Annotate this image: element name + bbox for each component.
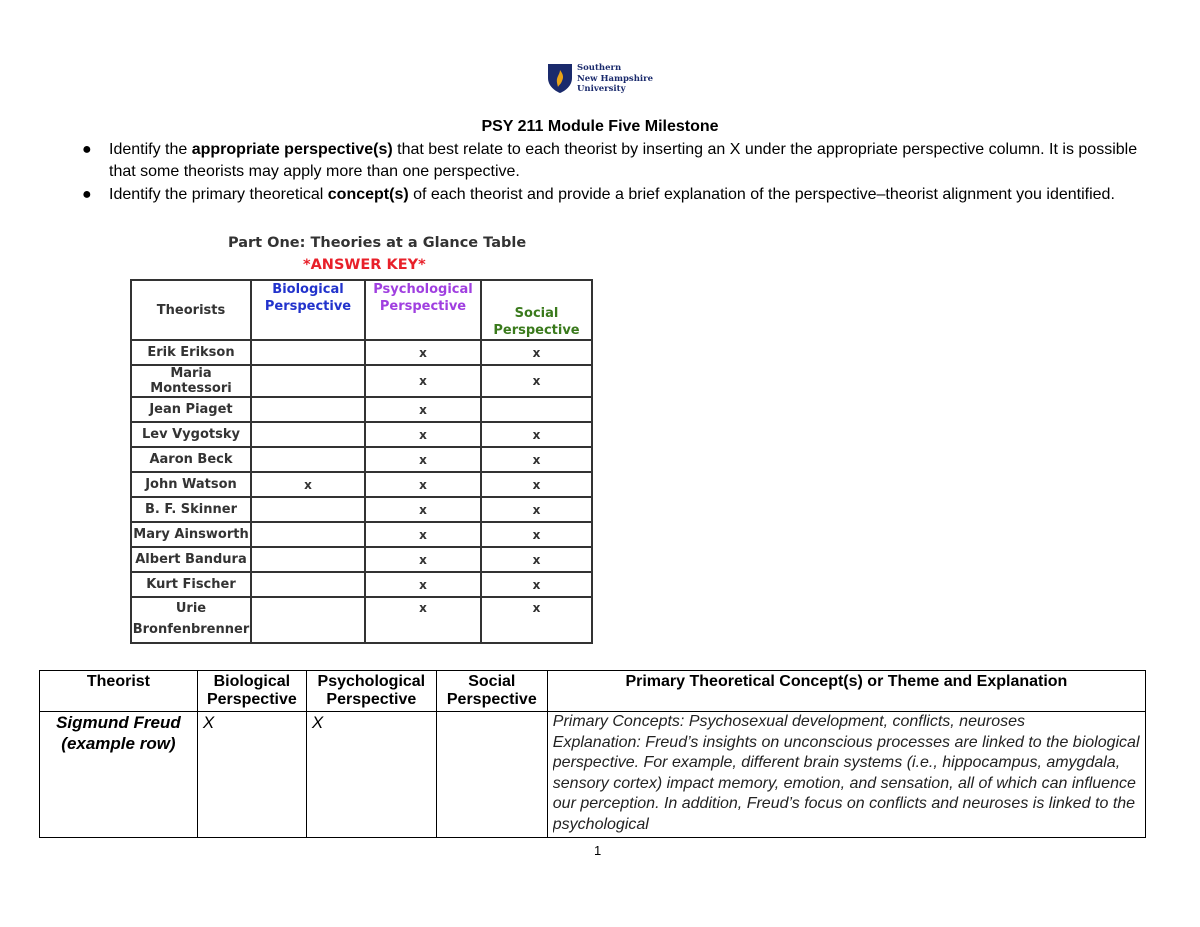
instruction-text: of each theorist and provide a brief explanation of the perspective–theorist alignment you identified.: [408, 186, 1115, 203]
header-psychological: Psychological Perspective: [365, 280, 481, 340]
header-social: Social Perspective: [481, 280, 592, 340]
social-mark: x: [481, 572, 592, 597]
psychological-mark: x: [365, 422, 481, 447]
answer-key-subtitle: *ANSWER KEY*: [303, 257, 426, 273]
answer-key-row: [131, 597, 592, 643]
psychological-mark: x: [365, 397, 481, 422]
social-mark: x: [481, 340, 592, 365]
psychological-mark: x: [365, 365, 481, 397]
psychological-mark: x: [365, 497, 481, 522]
theorist-name-cell: Aaron Beck: [131, 447, 251, 472]
social-cell[interactable]: [436, 712, 547, 838]
header-concept-explanation: Primary Theoretical Concept(s) or Theme and Explanation: [547, 671, 1145, 712]
social-mark: x: [481, 497, 592, 522]
answer-key-row: [131, 572, 592, 597]
biological-mark: [251, 397, 365, 422]
biological-mark: [251, 447, 365, 472]
answer-key-row: [131, 522, 592, 547]
logo-line-1: Southern: [577, 63, 622, 73]
biological-mark: x: [251, 472, 365, 497]
biological-mark: [251, 340, 365, 365]
answer-key-row: [131, 547, 592, 572]
answer-key-row: [131, 472, 592, 497]
biological-mark: [251, 422, 365, 447]
theorist-table-header-row: [40, 671, 1146, 712]
logo-line-3: University: [577, 84, 626, 94]
instruction-item: [78, 139, 1158, 183]
theorist-name: Sigmund Freud: [56, 713, 181, 732]
theorist-name-cell: Erik Erikson: [131, 340, 251, 365]
answer-key-row: [131, 497, 592, 522]
theorist-name-cell: Lev Vygotsky: [131, 422, 251, 447]
shield-icon: [546, 62, 574, 94]
instruction-bold: concept(s): [327, 186, 409, 203]
theorist-name-cell: Urie Bronfenbrenner: [131, 597, 251, 643]
page-number: 1: [594, 843, 602, 858]
table-row: [40, 712, 1146, 838]
answer-key-row: [131, 397, 592, 422]
biological-cell[interactable]: X: [197, 712, 306, 838]
psychological-cell[interactable]: X: [306, 712, 436, 838]
social-mark: [481, 397, 592, 422]
header-theorist: Theorist: [40, 671, 198, 712]
theorist-name-cell: Albert Bandura: [131, 547, 251, 572]
answer-key-row: [131, 447, 592, 472]
biological-mark: [251, 365, 365, 397]
header-psychological-perspective: Psychological Perspective: [306, 671, 436, 712]
answer-key-row: [131, 365, 592, 397]
answer-key-row: [131, 422, 592, 447]
document-title: PSY 211 Module Five Milestone: [481, 118, 719, 135]
biological-mark: [251, 497, 365, 522]
header-theorists: Theorists: [131, 280, 251, 340]
theorist-note: (example row): [61, 734, 176, 753]
instruction-text: Identify the: [109, 141, 192, 158]
theorist-name-cell: B. F. Skinner: [131, 497, 251, 522]
answer-key-header-row: [131, 280, 592, 340]
theorist-name-cell: Jean Piaget: [131, 397, 251, 422]
explanation-cell[interactable]: [547, 712, 1145, 838]
theorist-name-cell: Maria Montessori: [131, 365, 251, 397]
social-mark: x: [481, 472, 592, 497]
bullet-icon: ●: [82, 141, 92, 158]
psychological-mark: x: [365, 340, 481, 365]
theorist-table: [39, 670, 1146, 838]
instruction-text: Identify the primary theoretical: [109, 186, 328, 203]
explanation-text: Explanation: Freud’s insights on unconscious processes are linked to the biological perspective. For example, different brain systems (i.e., hippocampus, amygdala, sensory cortex) impact memory, emotion, and sensation, all of which can influence our perception. In addition, Freud’s focus on conflicts and neuroses is linked to the psychological: [552, 733, 1140, 833]
social-mark: x: [481, 365, 592, 397]
instruction-list: [78, 139, 1158, 207]
social-mark: x: [481, 422, 592, 447]
theorist-name-cell: John Watson: [131, 472, 251, 497]
header-biological-perspective: Biological Perspective: [197, 671, 306, 712]
social-mark: x: [481, 447, 592, 472]
logo-wordmark: [577, 63, 653, 95]
biological-mark: [251, 597, 365, 643]
instruction-item: [78, 184, 1158, 206]
answer-key-row: [131, 340, 592, 365]
logo-line-2: New Hampshire: [577, 73, 654, 84]
header-social-perspective: Social Perspective: [436, 671, 547, 712]
psychological-mark: x: [365, 472, 481, 497]
university-logo: [546, 62, 661, 98]
psychological-mark: x: [365, 547, 481, 572]
psychological-mark: x: [365, 572, 481, 597]
psychological-mark: x: [365, 447, 481, 472]
instruction-bold: appropriate perspective(s): [191, 141, 393, 158]
answer-key-table: [130, 279, 593, 644]
psychological-mark: x: [365, 522, 481, 547]
instruction-text: that best relate to each theorist by inserting an X under the appropriate perspective column. It is possible that some theorists may apply more than one perspective.: [109, 141, 1138, 180]
theorist-cell[interactable]: [40, 712, 198, 838]
social-mark: x: [481, 597, 592, 643]
primary-concepts: Primary Concepts: Psychosexual development, conflicts, neuroses: [552, 713, 1025, 730]
social-mark: x: [481, 522, 592, 547]
biological-mark: [251, 522, 365, 547]
explanation-wrap: [553, 712, 1140, 836]
biological-mark: [251, 572, 365, 597]
answer-key-title: Part One: Theories at a Glance Table: [228, 235, 527, 251]
bullet-icon: ●: [82, 186, 92, 203]
header-biological: Biological Perspective: [251, 280, 365, 340]
psychological-mark: x: [365, 597, 481, 643]
biological-mark: [251, 547, 365, 572]
theorist-name-cell: Mary Ainsworth: [131, 522, 251, 547]
answer-key-body: [131, 340, 592, 643]
social-mark: x: [481, 547, 592, 572]
theorist-name-cell: Kurt Fischer: [131, 572, 251, 597]
